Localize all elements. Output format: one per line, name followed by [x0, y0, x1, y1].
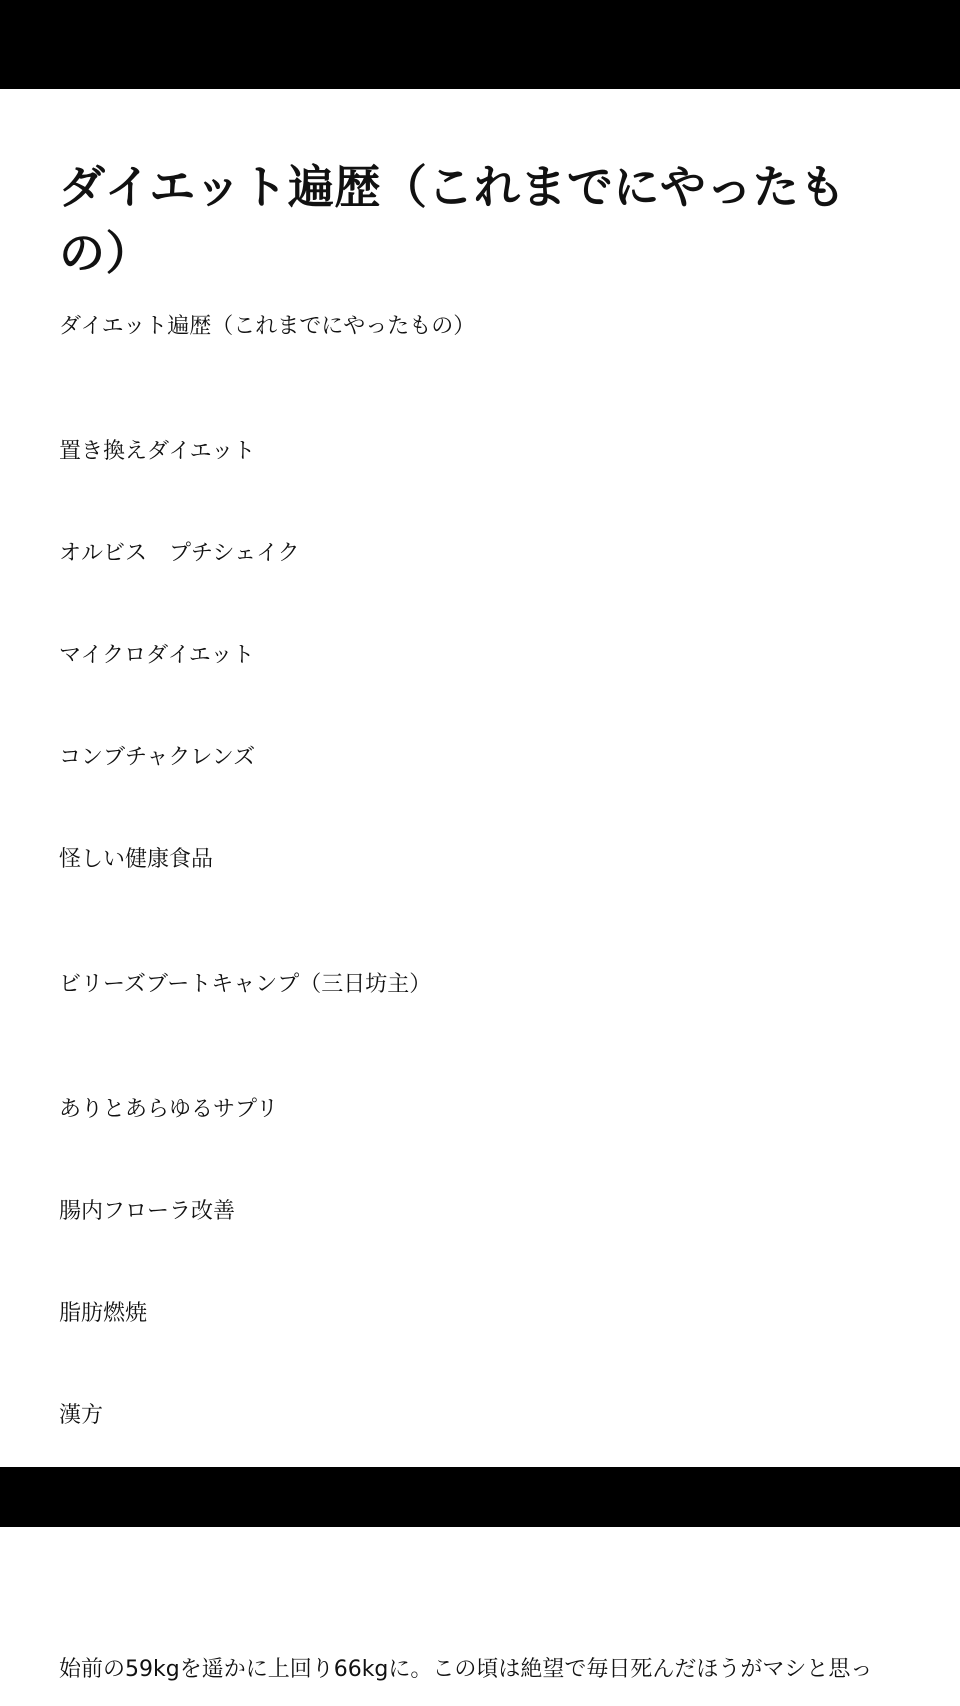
page-section-1: [59, 89, 909, 1467]
list-item: ありとあらゆるサプリ: [59, 1097, 279, 1122]
list-item: マイクロダイエット: [59, 643, 255, 668]
subtitle-line: ダイエット遍歴（これまでにやったもの）: [59, 314, 476, 339]
story-continued: [59, 1527, 909, 1706]
list-item: 腸内フローラ改善: [59, 1199, 236, 1224]
diet-list-1: [59, 367, 909, 945]
diet-list-2: ビリーズブートキャンプ（三日坊主）: [59, 972, 432, 997]
list-item: 怪しい健康食品: [59, 847, 214, 872]
article-title: ダイエット遍歴（これまでにやったもの）: [59, 160, 846, 280]
page-section-2: [59, 1527, 909, 1706]
top-black-bar: [0, 0, 960, 89]
page-break-black-bar: [0, 1467, 960, 1527]
list-item: オルビス プチシェイク: [59, 541, 300, 566]
list-item: 置き換えダイエット: [59, 439, 256, 464]
list-item: 脂肪燃焼: [59, 1301, 148, 1326]
list-item: 漢方: [59, 1403, 104, 1428]
story-line: 始前の59kgを遥かに上回り66kgに。この頃は絶望で毎日死んだほうがマシと思っ: [59, 1657, 873, 1682]
list-item: コンブチャクレンズ: [59, 745, 256, 770]
diet-list-3: [59, 1025, 909, 1467]
